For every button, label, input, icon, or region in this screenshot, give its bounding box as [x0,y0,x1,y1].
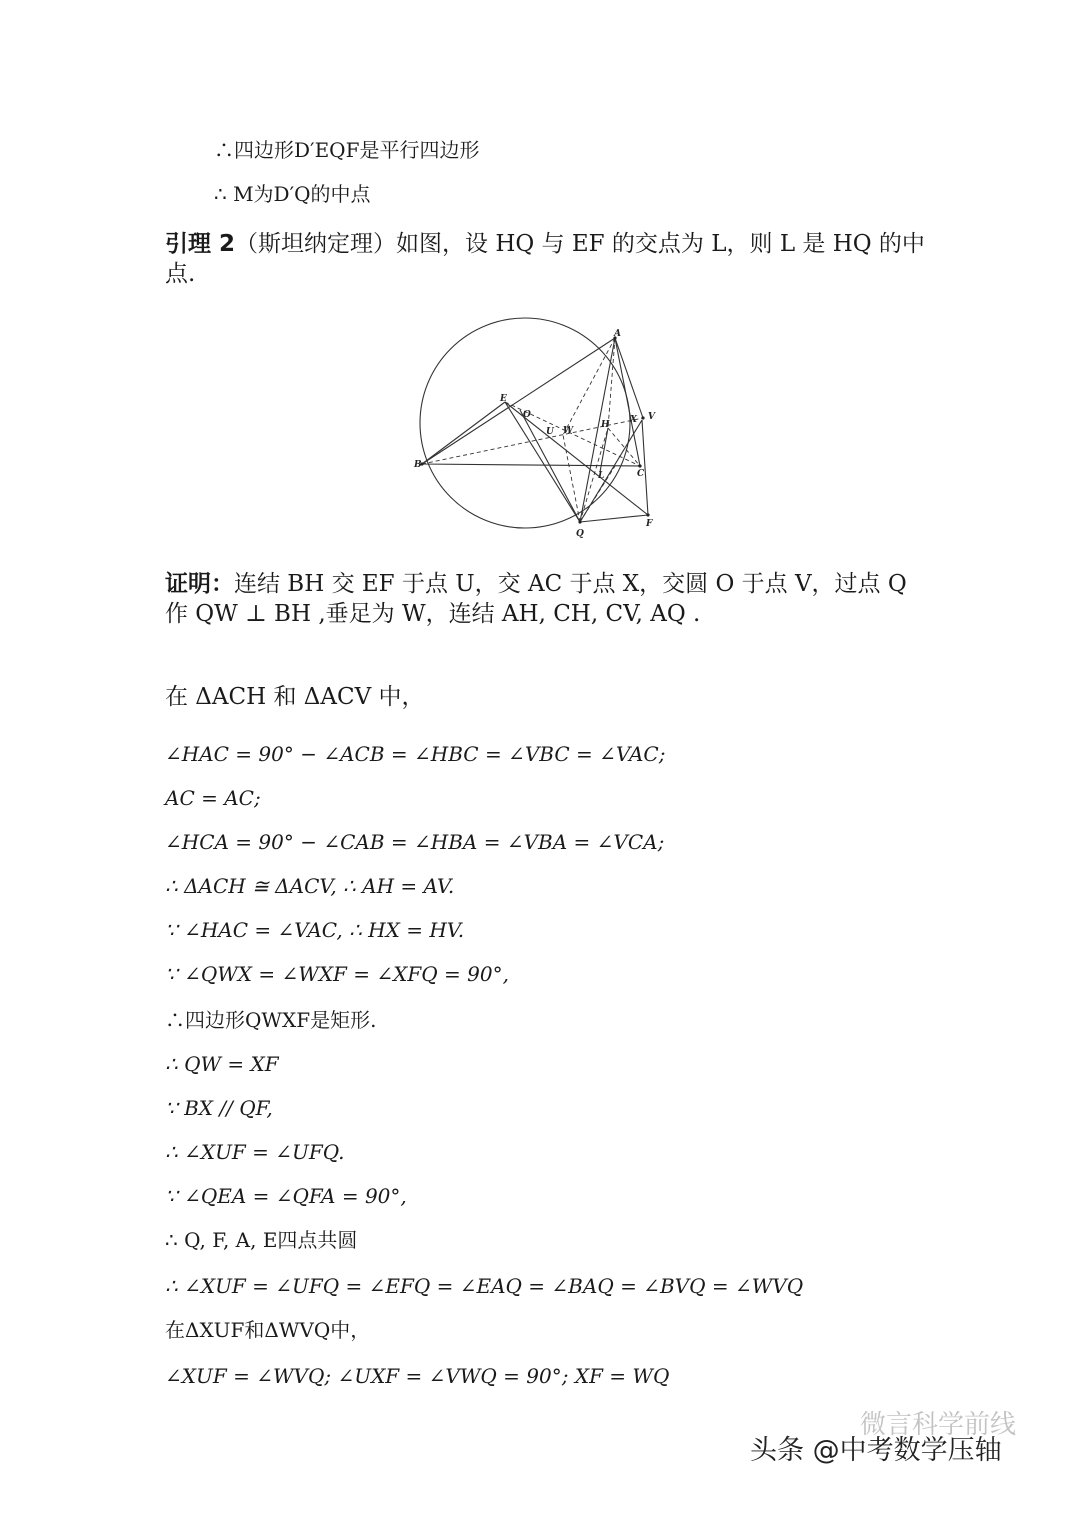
segment-qf [580,515,648,522]
label-w: W [563,426,574,436]
math-line-1: ∠HAC = 90° − ∠ACB = ∠HBC = ∠VBC = ∠VAC; [165,742,666,766]
dashed-bv [422,418,643,464]
math-line-4: ∴ ΔACH ≅ ΔACV, ∴ AH = AV. [165,874,455,898]
math-line-14: 在ΔXUF和ΔWVQ中， [165,1318,371,1342]
math-line-8: ∴ QW = XF [165,1052,279,1076]
math-line-7: ∴四边形QWXF是矩形. [165,1008,377,1032]
proof-paragraph [165,569,925,629]
segment-vf [642,420,648,515]
label-e: E [500,394,507,404]
math-line-10: ∴ ∠XUF = ∠UFQ. [165,1140,345,1164]
label-u: U [546,427,554,437]
math-line-15: ∠XUF = ∠WVQ; ∠UXF = ∠VWQ = 90°; XF = WQ [165,1364,670,1388]
watermark [750,1410,1070,1468]
math-line-9: ∵ BX // QF, [165,1096,273,1120]
label-x: X [630,415,637,425]
lemma-paragraph [165,229,925,289]
geometry-figure [400,300,680,540]
lemma-title: 引理 2 [165,231,236,257]
math-line-3: ∠HCA = 90° − ∠CAB = ∠HBA = ∠VBA = ∠VCA; [165,830,665,854]
triangle-intro: 在 ΔACH 和 ΔACV 中， [165,684,425,710]
text-line-parallelogram: ∴四边形D′EQF是平行四边形 [214,138,480,162]
math-line-13: ∴ ∠XUF = ∠UFQ = ∠EFQ = ∠EAQ = ∠BAQ = ∠BVQ = ∠WVQ [165,1274,804,1298]
math-line-2: AC = AC; [165,786,261,810]
watermark-text: 头条 @中考数学压轴 [750,1435,1002,1466]
label-q: Q [576,529,584,539]
proof-text: 连结 BH 交 EF 于点 U，交 AC 于点 X，交圆 O 于点 V，过点 Q 作 QW ⊥ BH ,垂足为 W，连结 AH, CH, CV, AQ . [165,571,907,627]
label-v: V [648,412,655,422]
math-line-6: ∵ ∠QWX = ∠WXF = ∠XFQ = 90°, [165,962,509,986]
label-h: H [601,420,610,430]
label-f: F [646,519,653,529]
lemma-text: （斯坦纳定理）如图，设 HQ 与 EF 的交点为 L，则 L 是 HQ 的中点. [165,231,925,287]
math-line-5: ∵ ∠HAC = ∠VAC, ∴ HX = HV. [165,918,465,942]
label-l: L [598,471,605,481]
label-a: A [614,329,621,339]
segment-be [422,402,505,464]
math-line-11: ∵ ∠QEA = ∠QFA = 90°, [165,1184,407,1208]
label-o: O [523,410,531,420]
text-line-midpoint: ∴ M为D′Q的中点 [214,182,371,206]
math-line-12: ∴ Q, F, A, E四点共圆 [165,1228,358,1252]
segment-eq [505,402,580,522]
proof-label: 证明： [165,571,234,597]
label-b: B [414,460,422,470]
dashed-ah [608,338,615,428]
label-c: C [637,469,645,479]
dashed-hc [608,428,640,466]
watermark-ghost-text: 微言科学前线 [860,1410,1017,1440]
